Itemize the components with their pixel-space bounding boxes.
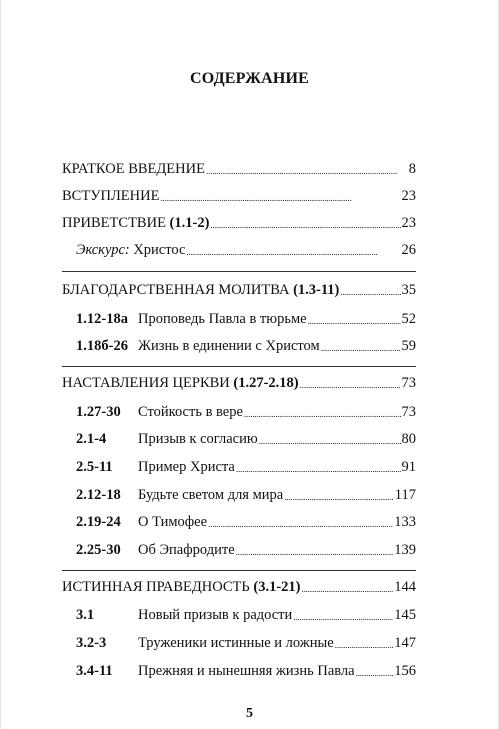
toc-entry-label [76, 458, 235, 476]
excursus-prefix: Экскурс: [76, 242, 130, 258]
leader-dots [259, 430, 401, 448]
toc-entry-ref: (1.27-2.18) [233, 375, 299, 391]
toc-entry-title: Проповедь Павла в тюрьме [138, 311, 307, 327]
toc-entry-ref: (3.1-21) [253, 579, 301, 595]
toc-entry-ref: 2.25-30 [76, 542, 121, 558]
toc-entry-page: 117 [394, 487, 416, 503]
toc-entry-page: 91 [401, 459, 416, 475]
toc-entry-ref: 3.2-3 [76, 635, 107, 651]
toc-entry-greeting[interactable] [62, 214, 416, 232]
leader-dots [340, 281, 400, 299]
leader-dots [160, 187, 400, 205]
toc-entry-page: 23 [401, 215, 416, 231]
toc-entry-ref: (1.3-11) [293, 282, 340, 298]
leader-dots [335, 634, 394, 652]
toc-entry-church-instructions[interactable] [62, 374, 416, 392]
toc-entry-ref: 3.4-11 [76, 663, 113, 679]
toc-entry-new-call-to-joy[interactable] [76, 606, 416, 624]
leader-dots [244, 403, 401, 421]
leader-dots [210, 214, 400, 232]
toc-entry-label [62, 214, 209, 232]
toc-entry-true-righteousness[interactable] [62, 578, 416, 596]
toc-entry-title: ПРИВЕТСТВИЕ [62, 215, 170, 231]
toc-entry-label [76, 513, 207, 531]
toc-entry-label [76, 486, 283, 504]
toc-entry-pauls-preaching[interactable] [76, 310, 416, 328]
leader-dots [284, 486, 394, 504]
toc-entry-page: 145 [394, 607, 416, 623]
toc-entry-about-timothy[interactable] [76, 513, 416, 531]
toc-entry-ref: 1.18б-26 [76, 338, 128, 354]
leader-dots [356, 662, 394, 680]
toc-entry-label: КРАТКОЕ ВВЕДЕНИЕ [62, 161, 205, 177]
toc-entry-title: Христос [129, 242, 186, 258]
toc-entry-ref: (1.1-2) [169, 215, 210, 231]
toc-entry-label [76, 310, 307, 328]
leader-dots [236, 458, 401, 476]
toc-entry-title: Прежняя и нынешняя жизнь Павла [138, 663, 355, 679]
toc-entry-label [76, 337, 320, 355]
toc-entry-label [76, 662, 355, 680]
toc-entry-title: ИСТИННАЯ ПРАВЕДНОСТЬ [62, 579, 254, 595]
toc-entry-page: 52 [401, 311, 416, 327]
toc-entry-label: ВСТУПЛЕНИЕ [62, 188, 160, 204]
toc-entry-label [62, 578, 300, 596]
toc-entry-page: 147 [394, 635, 416, 651]
toc-entry-ref: 2.19-24 [76, 514, 121, 530]
toc-entry-life-in-christ[interactable] [76, 337, 416, 355]
leader-dots [186, 241, 400, 259]
toc-entry-page: 23 [401, 188, 416, 204]
toc-entry-label [76, 606, 292, 624]
toc-entry-label [76, 403, 243, 421]
toc-entry-thanksgiving-prayer[interactable] [62, 281, 416, 299]
toc-entry-title: О Тимофее [138, 514, 208, 530]
toc-entry-title: Пример Христа [138, 459, 235, 475]
toc-entry-ref: 2.12-18 [76, 487, 121, 503]
toc-entry-page: 59 [401, 338, 416, 354]
toc-entry-page: 133 [394, 514, 416, 530]
toc-entry-title: НАСТАВЛЕНИЯ ЦЕРКВИ [62, 375, 234, 391]
section-divider [62, 570, 416, 571]
toc-entry-page: 139 [394, 542, 416, 558]
toc-entry-label [62, 374, 299, 392]
page-number: 5 [246, 706, 253, 721]
toc-entry-steadfast-faith[interactable] [76, 403, 416, 421]
toc-entry-title: Труженики истинные и ложные [138, 635, 334, 651]
toc-entry-pauls-life[interactable] [76, 662, 416, 680]
toc-entry-excursus-christ[interactable] [76, 241, 416, 259]
toc-entry-page: 144 [394, 579, 416, 595]
toc-entry-page: 35 [401, 282, 416, 298]
leader-dots [236, 541, 394, 559]
toc-entry-page: 73 [401, 404, 416, 420]
toc-entry-label [76, 634, 334, 652]
toc-entry-introduction[interactable] [62, 187, 416, 205]
toc-entry-page: 8 [408, 161, 416, 177]
toc-entry-ref: 2.5-11 [76, 459, 113, 475]
toc-entry-label [76, 541, 235, 559]
leader-dots [300, 374, 401, 392]
toc-entry-page: 73 [401, 375, 416, 391]
leader-dots [308, 310, 401, 328]
toc-entry-true-and-false-workers[interactable] [76, 634, 416, 652]
toc-entry-title: Жизнь в единении с Христом [138, 338, 320, 354]
toc-entry-title: Будьте светом для мира [138, 487, 284, 503]
leader-dots [293, 606, 393, 624]
leader-dots [206, 160, 408, 178]
leader-dots [301, 578, 393, 596]
toc-entry-ref: 2.1-4 [76, 431, 107, 447]
toc-entry-ref: 1.12-18а [76, 311, 128, 327]
toc-entry-ref: 3.1 [76, 607, 95, 623]
toc-entry-title: Новый призыв к радости [138, 607, 293, 623]
toc-entry-call-to-unity[interactable] [76, 430, 416, 448]
toc-entry-title: БЛАГОДАРСТВЕННАЯ МОЛИТВА [62, 282, 294, 298]
leader-dots [208, 513, 393, 531]
section-divider [62, 366, 416, 367]
toc-entry-label [76, 430, 258, 448]
toc-entry-about-epaphroditus[interactable] [76, 541, 416, 559]
toc-entry-brief-introduction[interactable] [62, 160, 416, 178]
toc-entry-light-for-world[interactable] [76, 486, 416, 504]
section-divider [62, 271, 416, 272]
leader-dots [321, 337, 401, 355]
toc-entry-example-of-christ[interactable] [76, 458, 416, 476]
toc-entry-page: 80 [401, 431, 416, 447]
toc-entry-title: Призыв к согласию [138, 431, 258, 447]
toc-entry-title: Об Эпафродите [138, 542, 235, 558]
toc-entry-label [62, 281, 339, 299]
toc-entry-title: Стойкость в вере [138, 404, 243, 420]
toc-entry-page: 26 [401, 242, 416, 258]
toc-entry-label [76, 241, 185, 259]
toc-entry-page: 156 [394, 663, 416, 679]
toc-entry-ref: 1.27-30 [76, 404, 121, 420]
page-title: СОДЕРЖАНИЕ [189, 70, 310, 87]
